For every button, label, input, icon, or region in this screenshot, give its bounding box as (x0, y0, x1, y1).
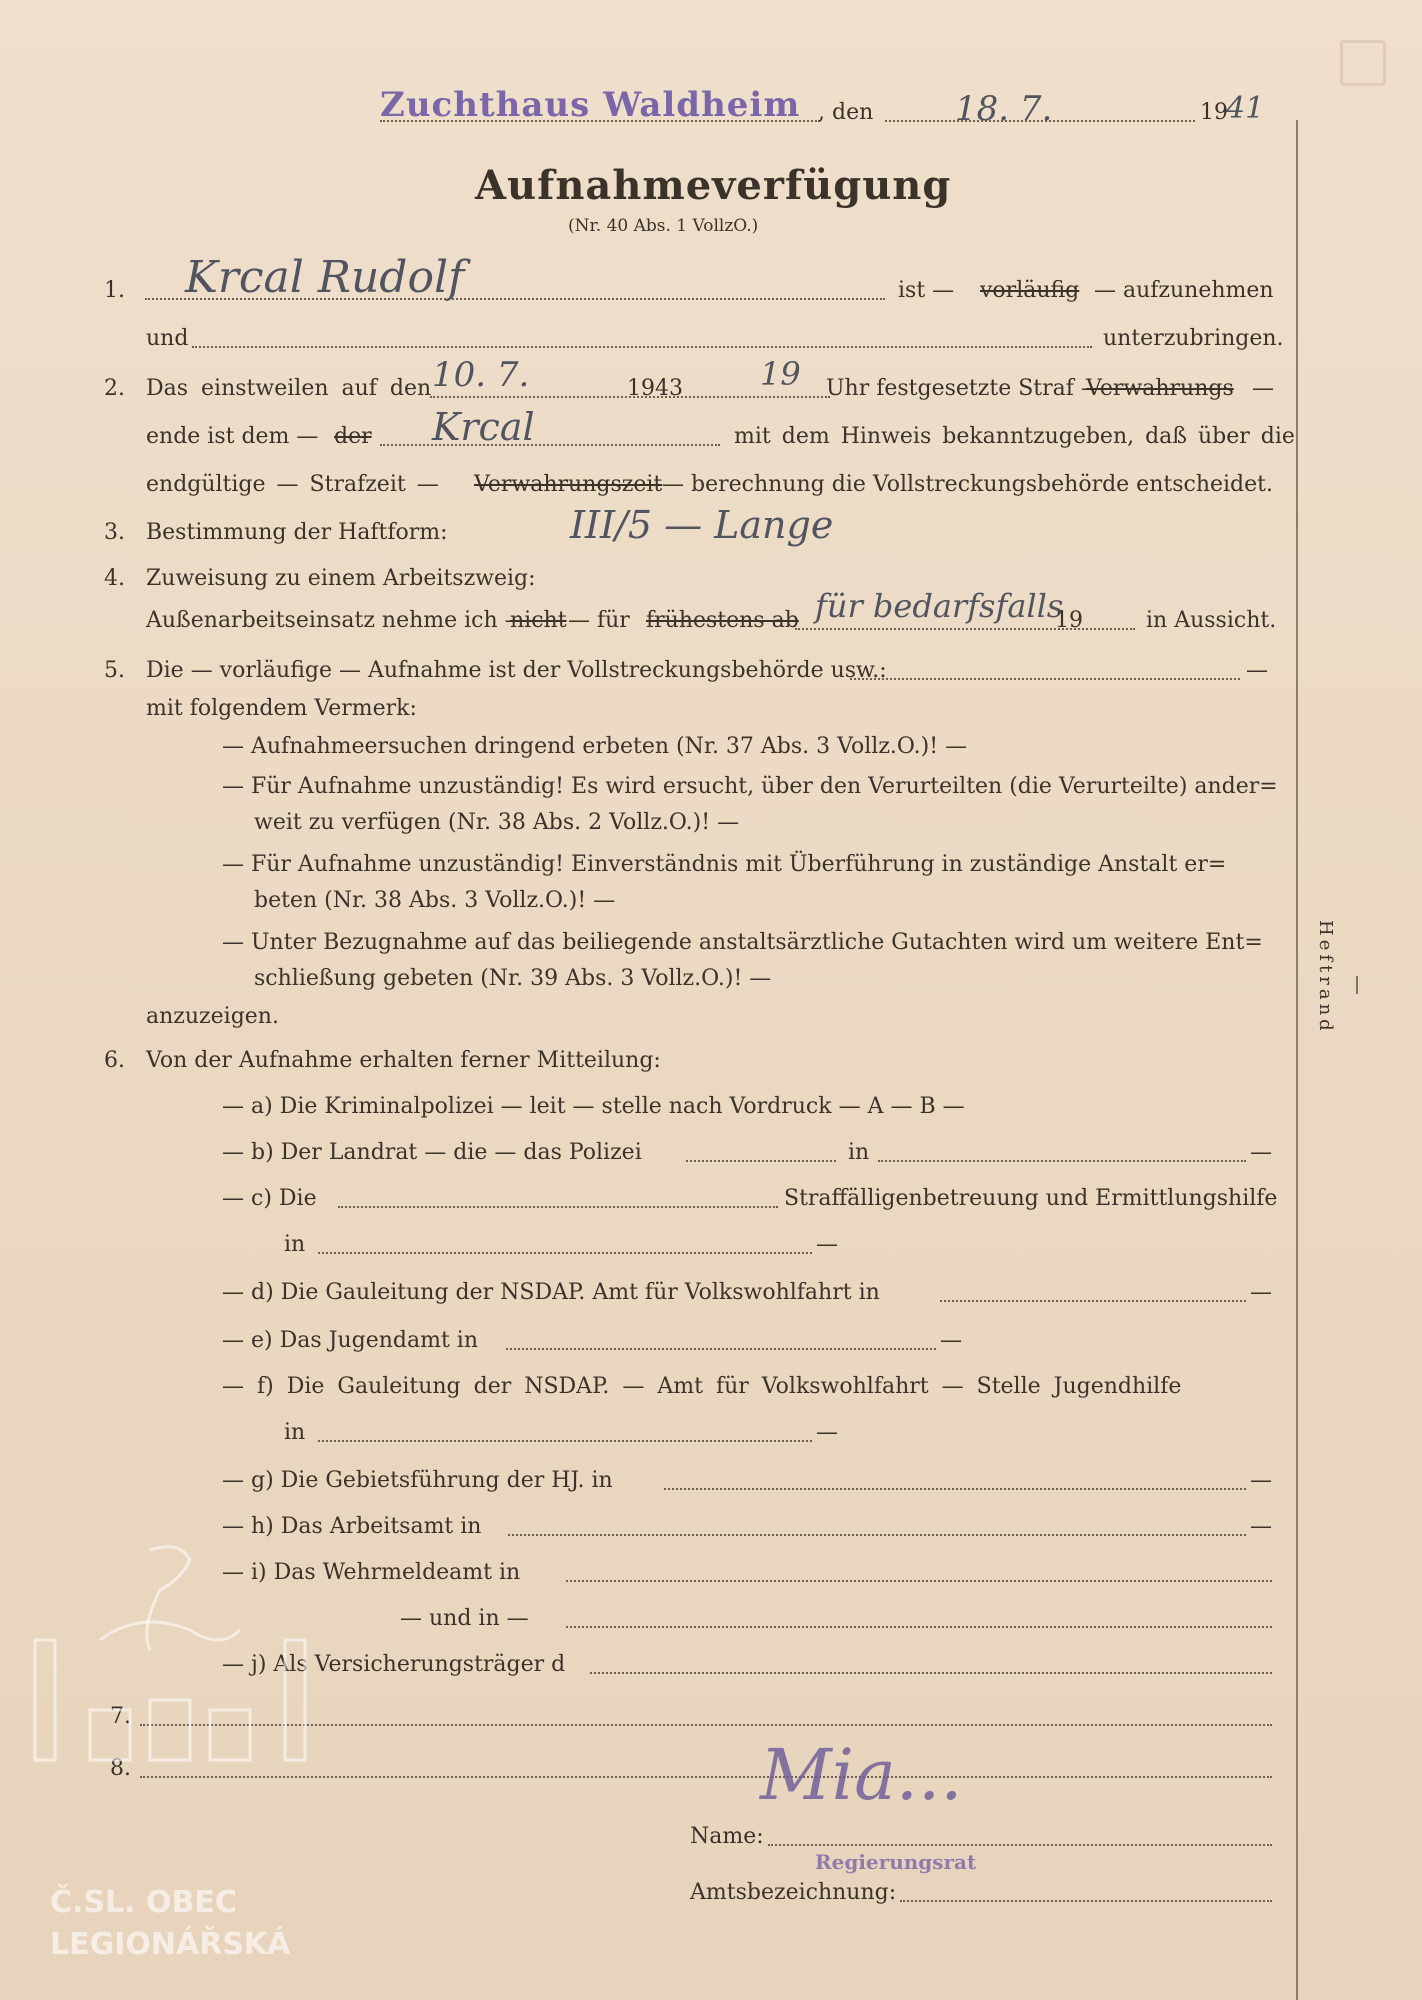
item5-line2a: — Für Aufnahme unzuständig! Es wird ersucht, über den Verurteilten (die Verurteilte) ander= (222, 774, 1278, 799)
item5-line3b: beten (Nr. 38 Abs. 3 Vollz.O.)! — (254, 888, 616, 913)
item3-number: 3. (104, 520, 125, 545)
item6-i2-dotline (566, 1626, 1272, 1628)
item6-b-in: in (848, 1140, 870, 1165)
item6-d-dotline (940, 1300, 1246, 1302)
item4-number: 4. (104, 566, 125, 591)
item3-text: Bestimmung der Haftform: (146, 520, 448, 545)
item7-number: 7. (110, 1704, 131, 1729)
item6-i2: — und in — (400, 1606, 529, 1631)
item5-line4b: schließung gebeten (Nr. 39 Abs. 3 Vollz.O.)! — (254, 966, 772, 991)
item2-uhr: Uhr festgesetzte Straf — (826, 376, 1103, 401)
item6-h-dotline (508, 1534, 1246, 1536)
item6-b-dotline2 (878, 1160, 1246, 1162)
heftrand-tick (1356, 976, 1358, 994)
heftrand-label: Heftrand (1315, 920, 1336, 1035)
item6-e: — e) Das Jugendamt in (222, 1328, 478, 1353)
amtsbezeichnung-label: Amtsbezeichnung: (690, 1880, 897, 1905)
item6-e-dotline (506, 1348, 936, 1350)
item4-nicht-struck: nicht (510, 608, 567, 633)
item5-line3a: — Für Aufnahme unzuständig! Einverständnis mit Überführung in zuständige Anstalt er= (222, 852, 1227, 877)
item1-ist: ist — (898, 278, 955, 303)
item2-ende: ende ist dem — (146, 424, 319, 449)
item5-line1: — Aufnahmeersuchen dringend erbeten (Nr. 37 Abs. 3 Vollz.O.)! — (222, 734, 968, 759)
item6-h-dash: — (1250, 1514, 1272, 1539)
item5-line2b: weit zu verfügen (Nr. 38 Abs. 2 Vollz.O.)! — (254, 810, 740, 835)
item2-name-handwritten: Krcal (432, 405, 535, 449)
institution-dotline (380, 120, 820, 122)
den-label: , den (818, 100, 874, 125)
item2-verwahrungszeit-struck: Verwahrungszeit (474, 472, 663, 497)
signature-handwritten: Mia... (760, 1734, 963, 1816)
item2-verwahrungs-struck: Verwahrungs (1086, 376, 1234, 401)
amtsbezeichnung-dotline (900, 1900, 1272, 1902)
item4-date-dotline (795, 628, 1135, 630)
item6-f: — f) Die Gauleitung der NSDAP. — Amt für Volkswohlfahrt — Stelle Jugendhilfe (222, 1374, 1182, 1399)
item6-i: — i) Das Wehrmeldeamt in (222, 1560, 521, 1585)
item2-text-a: Das einstweilen auf den (146, 376, 432, 401)
item6-b-dotline1 (686, 1160, 836, 1162)
item5-dotline (850, 678, 1240, 680)
bleed-through-mark (1340, 40, 1386, 86)
item2-berechnung: — berechnung die Vollstreckungsbehörde entscheidet. (662, 472, 1273, 497)
item6-c-dotline1 (338, 1206, 778, 1208)
item4-year19: 19 (1055, 608, 1083, 633)
item8-number: 8. (110, 1756, 131, 1781)
item2-year-handwritten: 19 (760, 355, 801, 393)
item2-dash-end: — (1252, 376, 1274, 401)
item2-der-struck: der (334, 424, 372, 449)
item1-name-handwritten: Krcal Rudolf (185, 252, 465, 303)
item5-number: 5. (104, 658, 125, 683)
item6-j-dotline (590, 1672, 1272, 1674)
item5-vermerk: mit folgendem Vermerk: (146, 696, 417, 721)
item6-c: — c) Die (222, 1186, 317, 1211)
right-margin-line (1296, 120, 1298, 2000)
item4-text: Zuweisung zu einem Arbeitszweig: (146, 566, 536, 591)
regierungsrat-stamp: Regierungsrat (815, 1850, 977, 1874)
item6-f-dash: — (816, 1420, 838, 1445)
item5-line4a: — Unter Bezugnahme auf das beiliegende anstaltsärztliche Gutachten wird um weitere Ent= (222, 930, 1263, 955)
header-year-prefix: 19 (1200, 100, 1228, 125)
item6-a: — a) Die Kriminalpolizei — leit — stelle nach Vordruck — A — B — (222, 1094, 965, 1119)
item6-g-dotline (664, 1488, 1246, 1490)
name-dotline (768, 1844, 1272, 1846)
item2-date-handwritten: 10. 7. (432, 355, 530, 395)
item5-text: Die — vorläufige — Aufnahme ist der Vollstreckungsbehörde usw.: (146, 658, 887, 683)
item4-aussen: Außenarbeitseinsatz nehme ich — (146, 608, 527, 633)
item2-hinweis: mit dem Hinweis bekanntzugeben, daß über die (734, 424, 1295, 449)
item6-e-dash: — (940, 1328, 962, 1353)
item4-aussicht: in Aussicht. (1146, 608, 1277, 633)
item6-f-dotline (318, 1440, 812, 1442)
item6-j: — j) Als Versicherungsträger d (222, 1652, 566, 1677)
item2-year-print: 1943 (627, 376, 683, 401)
item4-handwritten: für bedarfsfalls (815, 587, 1064, 625)
item2-name-dotline (380, 444, 720, 446)
item6-number: 6. (104, 1048, 125, 1073)
item6-b-dash: — (1250, 1140, 1272, 1165)
item4-fuer: — für (568, 608, 630, 633)
item3-handwritten: III/5 — Lange (570, 503, 834, 547)
item6-c-dotline2 (318, 1252, 812, 1254)
watermark-line2: LEGIONÁŘSKÁ (50, 1927, 291, 1962)
item6-d: — d) Die Gauleitung der NSDAP. Amt für Volkswohlfahrt in (222, 1280, 880, 1305)
item1-unterzubringen: unterzubringen. (1103, 326, 1284, 351)
name-label: Name: (690, 1824, 764, 1849)
watermark-line1: Č.SL. OBEC (50, 1885, 237, 1920)
document-title: Aufnahmeverfügung (475, 162, 952, 209)
item5-anzuzeigen: anzuzeigen. (146, 1004, 279, 1029)
header-date-handwritten: 18. 7. (955, 89, 1053, 129)
item1-number: 1. (104, 278, 125, 303)
item4-fruehestens-struck: frühestens ab (646, 608, 799, 633)
document-subtitle: (Nr. 40 Abs. 1 VollzO.) (568, 216, 759, 236)
item6-d-dash: — (1250, 1280, 1272, 1305)
item1-aufzunehmen: — aufzunehmen (1094, 278, 1274, 303)
institution-stamp: Zuchthaus Waldheim (380, 85, 801, 125)
item6-f-in: in (284, 1420, 306, 1445)
item6-g: — g) Die Gebietsführung der HJ. in (222, 1468, 613, 1493)
item6-c-in: in (284, 1232, 306, 1257)
item1-vorlaeufig-struck: vorläufig (980, 278, 1080, 303)
header-year-handwritten: 41 (1226, 91, 1265, 126)
item6-b: — b) Der Landrat — die — das Polizei (222, 1140, 642, 1165)
legion-watermark (30, 1530, 310, 1830)
item5-dash: — (1246, 658, 1268, 683)
item2-number: 2. (104, 376, 125, 401)
item6-c2: Straffälligenbetreuung und Ermittlungshilfe (784, 1186, 1278, 1211)
item1-und-dotline (192, 346, 1092, 348)
item6-text: Von der Aufnahme erhalten ferner Mitteilung: (146, 1048, 661, 1073)
item1-und: und (146, 326, 189, 351)
item6-i-dotline (566, 1580, 1272, 1582)
item6-g-dash: — (1250, 1468, 1272, 1493)
item6-h: — h) Das Arbeitsamt in (222, 1514, 482, 1539)
item2-endgueltige: endgültige — Strafzeit — (146, 472, 439, 497)
item6-c-dash: — (816, 1232, 838, 1257)
